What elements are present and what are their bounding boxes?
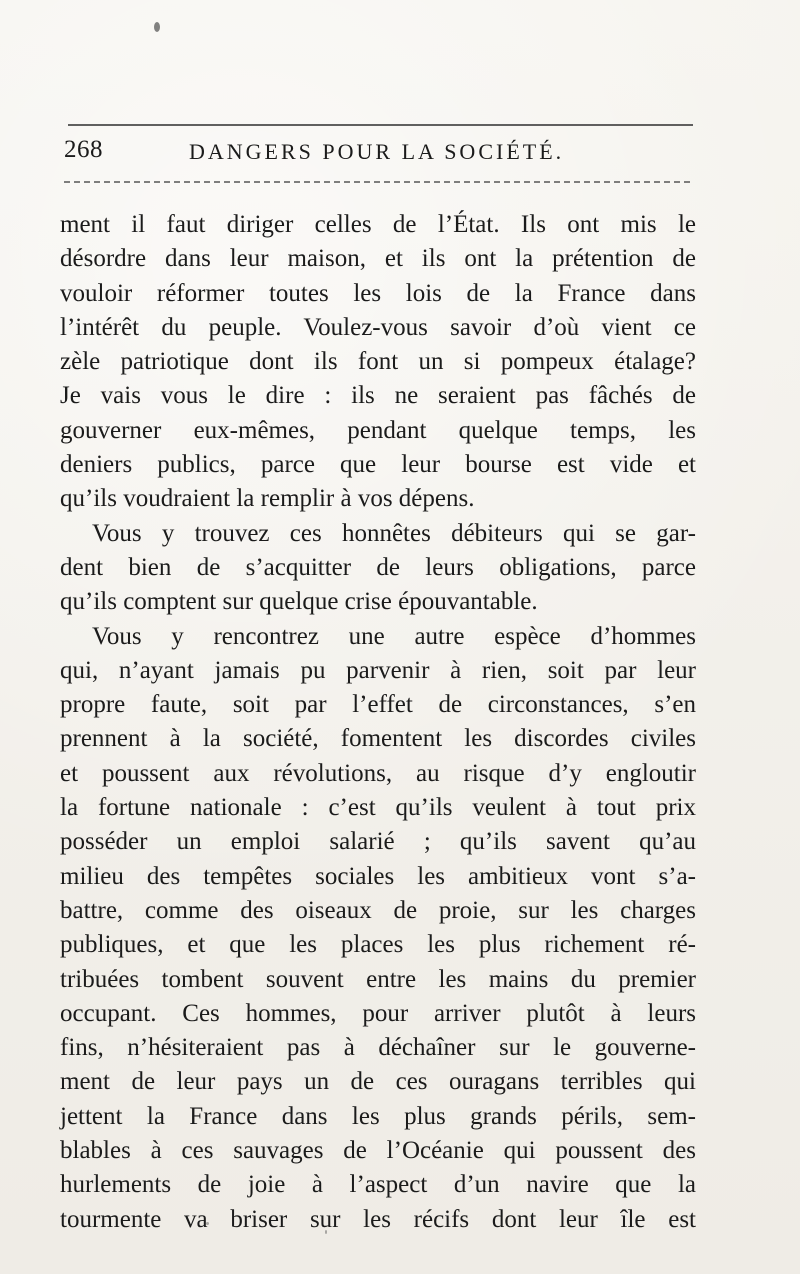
header-bottom-rule bbox=[64, 181, 690, 183]
text-line: vouloir réformer toutes les lois de la France dans bbox=[60, 279, 696, 307]
text-line: l’intérêt du peuple. Voulez-vous savoir d’où vient ce bbox=[60, 313, 696, 341]
page-number: 268 bbox=[64, 136, 103, 163]
running-head bbox=[64, 136, 694, 172]
text-line: publiques, et que les places les plus richement ré- bbox=[60, 931, 696, 959]
text-line: gouverner eux-mêmes, pendant quelque temps, les bbox=[60, 416, 696, 444]
text-line: qu’ils voudraient la remplir à vos dépens. bbox=[60, 485, 475, 513]
text-line: milieu des tempêtes sociales les ambitieux vont s’a- bbox=[60, 862, 696, 890]
running-title: DANGERS POUR LA SOCIÉTÉ. bbox=[189, 139, 565, 164]
text-line: et poussent aux révolutions, au risque d’y engloutir bbox=[60, 759, 696, 787]
body-text bbox=[60, 208, 696, 1237]
text-line: jettent la France dans les plus grands périls, sem- bbox=[60, 1102, 696, 1130]
text-line: la fortune nationale : c’est qu’ils veulent à tout prix bbox=[60, 794, 696, 822]
text-line: ment de leur pays un de ces ouragans terribles qui bbox=[60, 1068, 696, 1096]
text-line: blables à ces sauvages de l’Océanie qui poussent des bbox=[60, 1137, 696, 1165]
text-line: tourmente va briser sur les récifs dont leur île est bbox=[60, 1205, 696, 1233]
text-line: désordre dans leur maison, et ils ont la prétention de bbox=[60, 245, 696, 273]
ink-speck bbox=[154, 22, 160, 32]
text-line: deniers publics, parce que leur bourse est vide et bbox=[60, 451, 696, 479]
text-line: qu’ils comptent sur quelque crise épouvantable. bbox=[60, 588, 538, 616]
header-top-rule bbox=[68, 124, 693, 126]
text-line: occupant. Ces hommes, pour arriver plutôt à leurs bbox=[60, 999, 696, 1027]
text-line: qui, n’ayant jamais pu parvenir à rien, soit par leur bbox=[60, 656, 696, 684]
text-line: posséder un emploi salarié ; qu’ils savent qu’au bbox=[60, 828, 696, 856]
text-line: fins, n’hésiteraient pas à déchaîner sur le gouverne- bbox=[60, 1034, 696, 1062]
text-line: prennent à la société, fomentent les discordes civiles bbox=[60, 725, 696, 753]
text-line: dent bien de s’acquitter de leurs obligations, parce bbox=[60, 553, 696, 581]
text-line: Je vais vous le dire : ils ne seraient pas fâchés de bbox=[60, 382, 696, 410]
text-line: Vous y rencontrez une autre espèce d’hommes bbox=[92, 622, 696, 650]
text-line: propre faute, soit par l’effet de circonstances, s’en bbox=[60, 691, 696, 719]
text-line: zèle patriotique dont ils font un si pompeux étalage? bbox=[60, 348, 696, 376]
text-line: hurlements de joie à l’aspect d’un navire que la bbox=[60, 1171, 696, 1199]
text-line: Vous y trouvez ces honnêtes débiteurs qui se gar- bbox=[92, 519, 696, 547]
text-line: tribuées tombent souvent entre les mains du premier bbox=[60, 965, 696, 993]
text-line: battre, comme des oiseaux de proie, sur les charges bbox=[60, 896, 696, 924]
text-line: ment il faut diriger celles de l’État. Ils ont mis le bbox=[60, 211, 696, 238]
